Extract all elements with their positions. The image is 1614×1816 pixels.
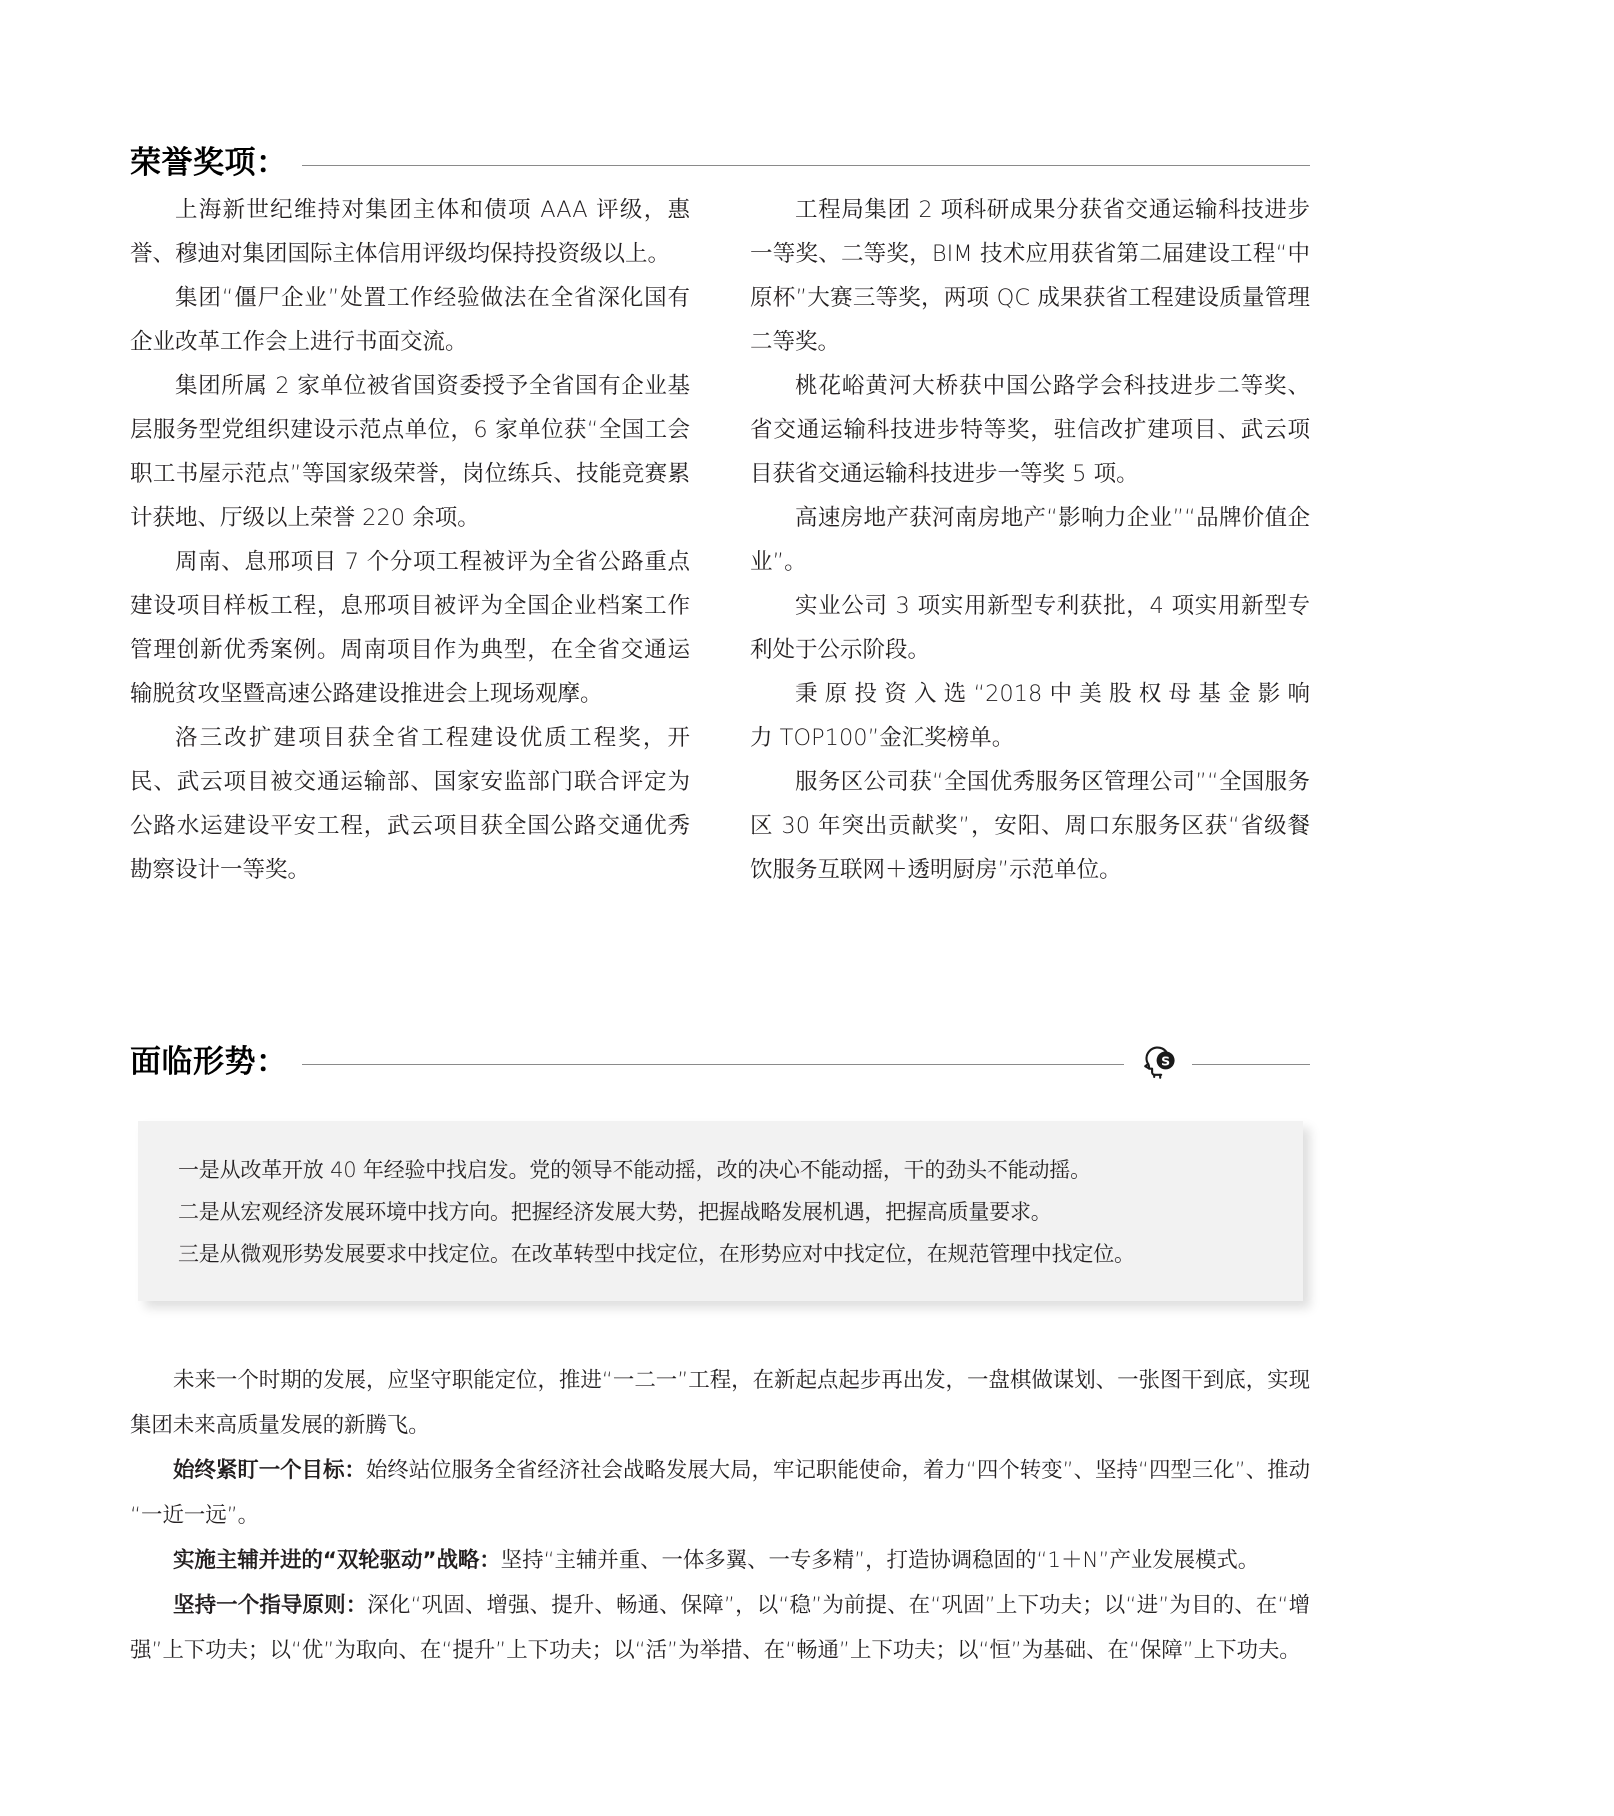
callout-line: 三是从微观形势发展要求中找定位。在改革转型中找定位，在形势应对中找定位，在规范管理中找定位。: [178, 1242, 1135, 1266]
honors-paragraph: 高速房地产获河南房地产“影响力企业”“品牌价值企业”。: [750, 505, 1310, 575]
closing-item-label: 坚持一个指导原则：: [173, 1593, 368, 1618]
situation-callout-box: [138, 1121, 1303, 1301]
closing-item-text: 坚持“主辅并重、一体多翼、一专多精”，打造协调稳固的“1＋N”产业发展模式。: [500, 1548, 1260, 1573]
honors-paragraph: 周南、息邢项目 7 个分项工程被评为全省公路重点建设项目样板工程，息邢项目被评为全国企业档案工作管理创新优秀案例。周南项目作为典型，在全省交通运输脱贫攻坚暨高速公路建设推进会上现场观摩。: [130, 549, 690, 707]
honors-right-column: [750, 188, 1310, 892]
callout-line: 一是从改革开放 40 年经验中找启发。党的领导不能动摇，改的决心不能动摇，干的劲头不能动摇。: [178, 1158, 1091, 1182]
honors-paragraph: 上海新世纪维持对集团主体和债项 AAA 评级，惠誉、穆迪对集团国际主体信用评级均保持投资级以上。: [130, 197, 690, 267]
svg-text:S: S: [1161, 1053, 1171, 1069]
honors-paragraph: 服务区公司获“全国优秀服务区管理公司”“全国服务区 30 年突出贡献奖”，安阳、周口东服务区获“省级餐饮服务互联网＋透明厨房”示范单位。: [750, 769, 1310, 883]
situation-callout-wrapper: [138, 1121, 1303, 1301]
brain-idea-icon: [1136, 1040, 1180, 1084]
situation-section-header: [130, 1040, 1310, 1084]
honors-paragraph: 实业公司 3 项实用新型专利获批，4 项实用新型专利处于公示阶段。: [750, 593, 1310, 663]
honors-paragraph: 集团“僵尸企业”处置工作经验做法在全省深化国有企业改革工作会上进行书面交流。: [130, 285, 690, 355]
closing-intro-paragraph: 未来一个时期的发展，应坚守职能定位，推进“一二一”工程，在新起点起步再出发，一盘棋做谋划、一张图干到底，实现集团未来高质量发展的新腾飞。: [130, 1368, 1310, 1438]
situation-header-rule-left: [302, 1064, 1125, 1065]
honors-paragraph: 洛三改扩建项目获全省工程建设优质工程奖，开民、武云项目被交通运输部、国家安监部门联合评定为公路水运建设平安工程，武云项目获全国公路交通优秀勘察设计一等奖。: [130, 725, 690, 883]
honors-paragraph: 工程局集团 2 项科研成果分获省交通运输科技进步一等奖、二等奖，BIM 技术应用获省第二届建设工程“中原杯”大赛三等奖，两项 QC 成果获省工程建设质量管理二等奖。: [750, 197, 1310, 355]
honors-left-column: [130, 188, 690, 892]
honors-paragraph: 集团所属 2 家单位被省国资委授予全省国有企业基层服务型党组织建设示范点单位，6 家单位获“全国工会职工书屋示范点”等国家级荣誉，岗位练兵、技能竞赛累计获地、厅级以上荣誉 220 余项。: [130, 373, 690, 531]
situation-section-title: 面临形势：: [130, 1043, 288, 1080]
honors-paragraph: 桃花峪黄河大桥获中国公路学会科技进步二等奖、省交通运输科技进步特等奖，驻信改扩建项目、武云项目获省交通运输科技进步一等奖 5 项。: [750, 373, 1310, 487]
closing-block: [130, 1358, 1310, 1673]
closing-item-label: 始终紧盯一个目标：: [173, 1458, 366, 1483]
honors-columns: [130, 188, 1310, 892]
honors-header-rule: [302, 165, 1311, 166]
callout-line: 二是从宏观经济发展环境中找方向。把握经济发展大势，把握战略发展机遇，把握高质量要求。: [178, 1200, 1052, 1224]
closing-item-text: 深化“巩固、增强、提升、畅通、保障”，以“稳”为前提、在“巩固”上下功夫；以“进”为目的、在“增强”上下功夫；以“优”为取向、在“提升”上下功夫；以“活”为举措、在“畅通”上下功夫；以“恒”为基础、在“保障”上下功夫。: [130, 1593, 1310, 1663]
honors-section-title: 荣誉奖项：: [130, 145, 288, 181]
honors-paragraph: 秉 原 投 资 入 选 “2018 中 美 股 权 母 基 金 影 响 力 TOP100”金汇奖榜单。: [750, 681, 1310, 751]
closing-item-paragraph: [130, 1448, 1310, 1538]
honors-section-header: [130, 145, 1310, 181]
closing-item-paragraph: [130, 1538, 1310, 1583]
closing-item-paragraph: [130, 1583, 1310, 1673]
closing-item-label: 实施主辅并进的“双轮驱动”战略：: [173, 1548, 501, 1573]
situation-header-rule-right: [1192, 1064, 1310, 1065]
closing-item-text: 始终站位服务全省经济社会战略发展大局，牢记职能使命，着力“四个转变”、坚持“四型三化”、推动“一近一远”。: [130, 1458, 1310, 1528]
